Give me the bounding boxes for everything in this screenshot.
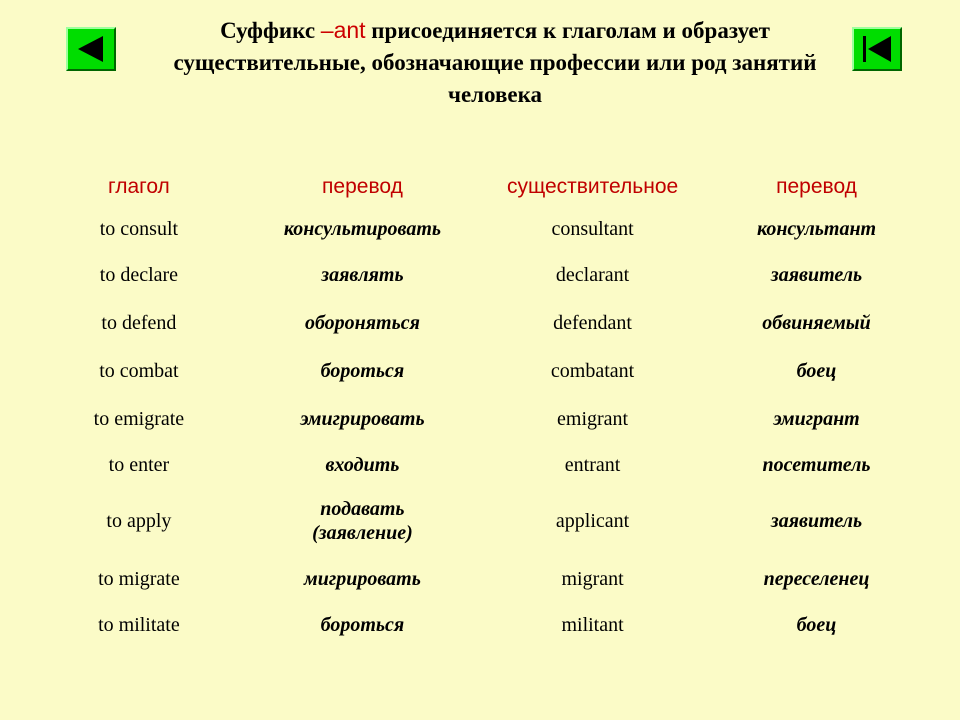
verb-cell: to defend <box>101 311 177 334</box>
table-row <box>45 207 940 251</box>
verb-translation-cell: эмигрировать <box>300 407 425 430</box>
noun-cell: entrant <box>564 453 621 476</box>
noun-cell: combatant <box>550 359 635 382</box>
verb-translation-cell: консультировать <box>283 217 442 240</box>
noun-cell: applicant <box>555 510 630 532</box>
noun-translation-cell: обвиняемый <box>762 311 871 334</box>
noun-cell: declarant <box>555 263 630 286</box>
noun-translation-cell: эмигрант <box>773 407 860 430</box>
verb-translation-cell: обороняться <box>304 311 420 334</box>
table-row <box>45 555 940 603</box>
verb-cell: to apply <box>106 510 172 532</box>
noun-translation-cell: заявитель <box>770 263 863 286</box>
verb-cell: to enter <box>108 453 170 476</box>
noun-cell: militant <box>561 613 624 636</box>
noun-cell: defendant <box>553 311 632 334</box>
verb-translation-cell: заявлять <box>321 263 404 286</box>
verb-cell: to combat <box>99 359 179 382</box>
header-verb: глагол <box>108 175 170 198</box>
table-row <box>45 347 940 395</box>
header-noun-translation: перевод <box>776 175 857 198</box>
header-translation: перевод <box>322 175 403 198</box>
table-row <box>45 251 940 299</box>
table-header-row <box>45 167 940 207</box>
verb-cell: to migrate <box>98 567 180 590</box>
title-before: Суффикс <box>220 18 321 43</box>
verb-translation-cell: бороться <box>320 359 405 382</box>
noun-translation-cell: боец <box>796 613 837 636</box>
verb-translation-cell: бороться <box>320 613 405 636</box>
verb-cell: to declare <box>99 263 179 286</box>
title-after: присоединяется к глаголам и образует существительные, обозначающие профессии или род занятий человека <box>173 18 817 107</box>
noun-translation-cell: консультант <box>756 217 877 240</box>
table-row <box>45 395 940 443</box>
verb-cell: to militate <box>98 613 180 636</box>
suffix-table <box>45 167 940 647</box>
table-row <box>45 443 940 487</box>
table-row <box>45 487 940 555</box>
noun-translation-cell: посетитель <box>762 453 871 476</box>
noun-cell: emigrant <box>557 407 629 430</box>
table-row <box>45 603 940 647</box>
page-title <box>160 14 830 111</box>
triangle-left-icon <box>75 34 107 64</box>
noun-cell: consultant <box>551 217 634 240</box>
header-noun: существительное <box>506 175 679 198</box>
back-button[interactable] <box>66 27 116 71</box>
verb-translation-cell: входить <box>325 453 400 476</box>
noun-translation-cell: боец <box>796 359 837 382</box>
title-suffix: –ant <box>320 17 366 43</box>
first-slide-button[interactable] <box>852 27 902 71</box>
table-row <box>45 299 940 347</box>
verb-cell: to emigrate <box>93 407 185 430</box>
noun-cell: migrant <box>561 567 624 590</box>
verb-translation-cell: мигрировать <box>304 567 421 590</box>
noun-translation-cell: заявитель <box>770 510 863 532</box>
noun-translation-cell: переселенец <box>763 567 870 590</box>
skip-to-start-icon <box>860 34 894 64</box>
verb-translation-cell: подавать (заявление) <box>312 498 413 544</box>
verb-cell: to consult <box>99 217 179 240</box>
